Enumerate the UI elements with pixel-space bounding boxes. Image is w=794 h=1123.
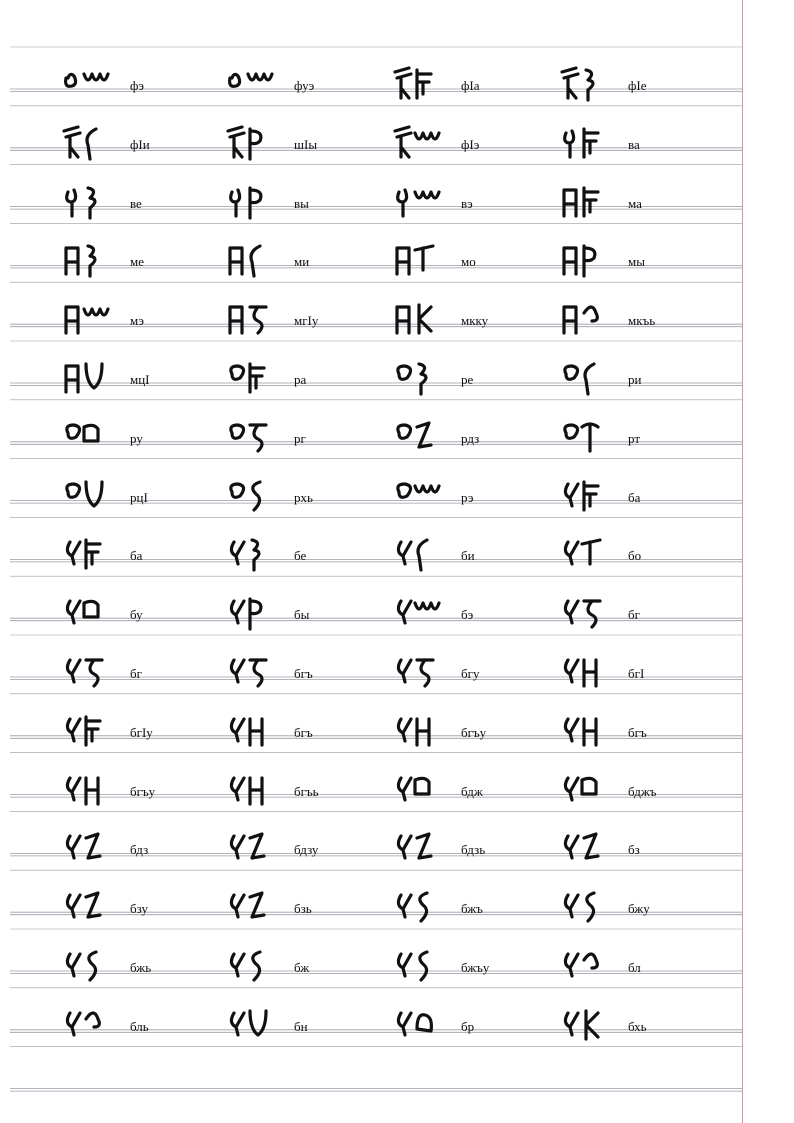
- calligraphic-glyph-icon: [560, 770, 618, 814]
- glyph-transliteration: бгу: [461, 666, 480, 681]
- glyph-transliteration: ри: [628, 372, 642, 387]
- glyph-transliteration: бзу: [130, 901, 148, 917]
- calligraphic-glyph-icon: [226, 887, 284, 931]
- glyph-transliteration: бзь: [294, 901, 312, 917]
- calligraphic-glyph-icon: [393, 123, 451, 167]
- calligraphic-glyph-icon: [226, 711, 284, 755]
- calligraphic-glyph-icon: [560, 417, 618, 461]
- calligraphic-glyph-icon: [62, 64, 120, 108]
- glyph-transliteration: бжъу: [461, 960, 490, 975]
- calligraphic-glyph-icon: [393, 770, 451, 814]
- calligraphic-glyph-icon: [226, 946, 284, 990]
- calligraphic-glyph-icon: [393, 358, 451, 402]
- glyph-transliteration: мэ: [130, 313, 144, 329]
- calligraphic-glyph-icon: [393, 828, 451, 872]
- calligraphic-glyph-icon: [560, 946, 618, 990]
- calligraphic-glyph-icon: [62, 711, 120, 755]
- glyph-transliteration: бжъ: [461, 901, 483, 917]
- calligraphic-glyph-icon: [393, 240, 451, 284]
- calligraphic-glyph-icon: [226, 240, 284, 284]
- glyph-transliteration: бжу: [628, 901, 650, 917]
- calligraphic-glyph-icon: [560, 828, 618, 872]
- glyph-transliteration: бгI: [628, 666, 645, 681]
- calligraphic-glyph-icon: [62, 1005, 120, 1049]
- glyph-transliteration: бль: [130, 1018, 149, 1034]
- glyph-transliteration: мкку: [461, 313, 489, 329]
- calligraphic-glyph-icon: [226, 358, 284, 402]
- calligraphic-glyph-icon: [62, 946, 120, 990]
- glyph-transliteration: ба: [130, 548, 143, 564]
- calligraphic-glyph-icon: [226, 828, 284, 872]
- calligraphic-glyph-icon: [393, 299, 451, 343]
- glyph-transliteration: мгIу: [294, 313, 319, 329]
- glyph-transliteration: бэ: [461, 607, 474, 623]
- calligraphic-glyph-icon: [62, 534, 120, 578]
- calligraphic-glyph-icon: [62, 240, 120, 284]
- glyph-transliteration: мкъь: [628, 313, 656, 329]
- glyph-transliteration: бгъ: [628, 724, 647, 740]
- glyph-transliteration: ва: [628, 136, 640, 152]
- calligraphic-glyph-icon: [393, 476, 451, 520]
- glyph-transliteration: фIа: [461, 78, 480, 93]
- calligraphic-glyph-icon: [560, 476, 618, 520]
- glyph-transliteration: бз: [628, 842, 640, 858]
- calligraphic-glyph-icon: [62, 182, 120, 226]
- glyph-transliteration: мцI: [130, 372, 150, 387]
- calligraphic-glyph-icon: [62, 417, 120, 461]
- calligraphic-glyph-icon: [226, 123, 284, 167]
- calligraphic-glyph-icon: [560, 64, 618, 108]
- glyph-transliteration: бгъь: [294, 783, 319, 799]
- glyph-transliteration: бг: [628, 607, 640, 623]
- calligraphic-glyph-icon: [226, 299, 284, 343]
- glyph-transliteration: бгъу: [130, 783, 156, 799]
- glyph-transliteration: бгIу: [130, 724, 153, 740]
- glyph-transliteration: бо: [628, 548, 642, 564]
- glyph-transliteration: рдз: [461, 430, 480, 446]
- calligraphic-glyph-icon: [393, 711, 451, 755]
- calligraphic-glyph-icon: [560, 358, 618, 402]
- calligraphic-glyph-icon: [226, 652, 284, 696]
- glyph-transliteration: бн: [294, 1018, 308, 1034]
- glyph-transliteration: бжь: [130, 960, 152, 975]
- calligraphic-glyph-icon: [62, 476, 120, 520]
- calligraphic-glyph-icon: [62, 770, 120, 814]
- glyph-transliteration: бхь: [628, 1018, 647, 1034]
- glyph-transliteration: фIи: [130, 136, 150, 152]
- glyph-transliteration: мы: [628, 254, 645, 270]
- glyph-transliteration: шIы: [294, 136, 318, 152]
- glyph-transliteration: бж: [294, 960, 310, 975]
- glyph-transliteration: бг: [130, 666, 142, 681]
- glyph-transliteration: бр: [461, 1018, 475, 1034]
- calligraphic-glyph-icon: [62, 887, 120, 931]
- calligraphic-glyph-icon: [560, 182, 618, 226]
- glyph-transliteration: вы: [294, 195, 309, 211]
- calligraphic-glyph-icon: [560, 1005, 618, 1049]
- calligraphic-glyph-icon: [560, 123, 618, 167]
- glyph-transliteration: ми: [294, 254, 310, 270]
- glyph-transliteration: ба: [628, 489, 641, 505]
- calligraphic-glyph-icon: [393, 417, 451, 461]
- margin-line: [742, 0, 743, 1123]
- calligraphic-glyph-icon: [226, 417, 284, 461]
- glyph-transliteration: рцI: [130, 489, 148, 505]
- calligraphic-glyph-icon: [62, 652, 120, 696]
- calligraphic-glyph-icon: [560, 711, 618, 755]
- glyph-transliteration: рт: [628, 430, 641, 446]
- glyph-transliteration: би: [461, 548, 475, 564]
- calligraphic-glyph-icon: [393, 534, 451, 578]
- glyph-transliteration: бе: [294, 548, 307, 564]
- calligraphic-glyph-icon: [560, 240, 618, 284]
- calligraphic-glyph-icon: [560, 652, 618, 696]
- calligraphic-glyph-icon: [62, 828, 120, 872]
- glyph-transliteration: бл: [628, 960, 641, 975]
- calligraphic-glyph-icon: [62, 593, 120, 637]
- glyph-transliteration: бгъ: [294, 666, 313, 681]
- glyph-transliteration: фIэ: [461, 136, 480, 152]
- calligraphic-glyph-icon: [226, 534, 284, 578]
- glyph-transliteration: рг: [294, 430, 306, 446]
- calligraphic-glyph-icon: [226, 770, 284, 814]
- glyph-transliteration: ме: [130, 254, 144, 270]
- glyph-transliteration: фIе: [628, 78, 647, 93]
- glyph-transliteration: бгъ: [294, 724, 313, 740]
- glyph-transliteration: ру: [130, 430, 143, 446]
- calligraphic-glyph-icon: [226, 1005, 284, 1049]
- calligraphic-glyph-icon: [560, 593, 618, 637]
- glyph-transliteration: вэ: [461, 195, 473, 211]
- calligraphic-glyph-icon: [393, 593, 451, 637]
- glyph-transliteration: бдзу: [294, 842, 319, 858]
- calligraphic-glyph-icon: [393, 887, 451, 931]
- calligraphic-glyph-icon: [393, 64, 451, 108]
- calligraphic-glyph-icon: [62, 123, 120, 167]
- glyph-transliteration: бы: [294, 607, 310, 623]
- glyph-transliteration: бгъу: [461, 724, 487, 740]
- glyph-transliteration: бджъ: [628, 783, 657, 799]
- glyph-transliteration: ре: [461, 372, 474, 387]
- glyph-transliteration: бдзь: [461, 842, 486, 858]
- calligraphic-glyph-icon: [393, 652, 451, 696]
- calligraphic-glyph-icon: [560, 299, 618, 343]
- calligraphic-glyph-icon: [226, 64, 284, 108]
- glyph-transliteration: бдз: [130, 842, 149, 858]
- glyph-transliteration: ма: [628, 195, 642, 211]
- glyph-transliteration: фуэ: [294, 78, 315, 93]
- calligraphic-glyph-icon: [62, 299, 120, 343]
- glyph-transliteration: рхь: [294, 489, 313, 505]
- glyph-transliteration: мо: [461, 254, 476, 270]
- calligraphic-glyph-icon: [560, 887, 618, 931]
- glyph-transliteration: бу: [130, 607, 143, 623]
- calligraphic-glyph-icon: [226, 476, 284, 520]
- glyph-transliteration: ра: [294, 372, 307, 387]
- calligraphic-glyph-icon: [560, 534, 618, 578]
- glyph-transliteration: фэ: [130, 78, 145, 93]
- calligraphic-glyph-icon: [226, 593, 284, 637]
- glyph-transliteration: ве: [130, 195, 142, 211]
- calligraphic-glyph-icon: [62, 358, 120, 402]
- calligraphic-glyph-icon: [393, 182, 451, 226]
- glyph-transliteration: рэ: [461, 489, 474, 505]
- calligraphic-glyph-icon: [226, 182, 284, 226]
- glyph-transliteration: бдж: [461, 783, 483, 799]
- calligraphic-glyph-icon: [393, 946, 451, 990]
- calligraphic-glyph-icon: [393, 1005, 451, 1049]
